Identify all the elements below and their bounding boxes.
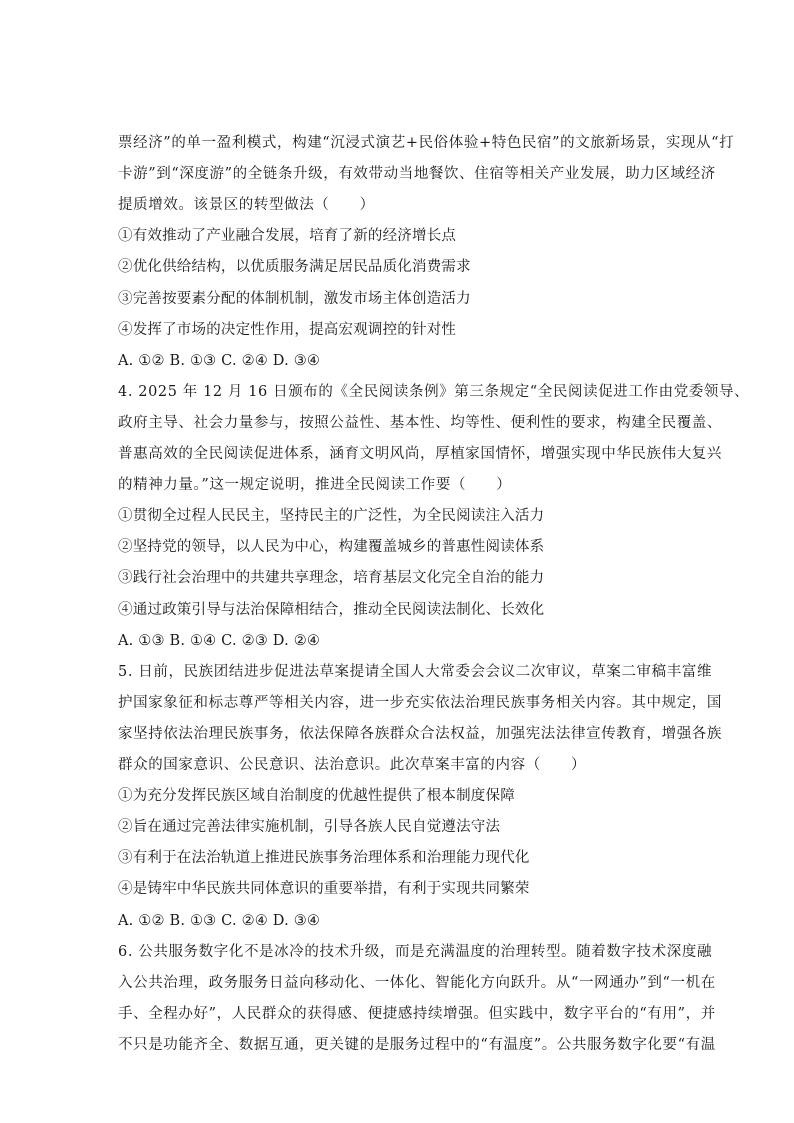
paragraph-line: 提质增效。该景区的转型做法（ ） (118, 197, 375, 214)
paragraph-line: 卡游”到“深度游”的全链条升级，有效带动当地餐饮、住宿等相关产业发展，助力区域经济 (118, 166, 716, 183)
option-line: ④通过政策引导与法治保障相结合，推动全民阅读法制化、长效化 (118, 601, 545, 618)
paragraph-line: 护国家象征和标志尊严等相关内容，进一步充实依法治理民族事务相关内容。其中规定，国 (118, 694, 722, 711)
paragraph-line: 不只是功能齐全、数据互通，更关键的是服务过程中的“有温度”。公共服务数字化要“有温 (118, 1036, 716, 1053)
paragraph-line: 普惠高效的全民阅读促进体系，涵育文明风尚，厚植家国情怀，增强实现中华民族伟大复兴 (118, 446, 722, 462)
option-line: ①有效推动了产业融合发展，培育了新的经济增长点 (118, 228, 457, 245)
option-line: ②坚持党的领导，以人民为中心，构建覆盖城乡的普惠性阅读体系 (118, 539, 545, 556)
option-line: ③有利于在法治轨道上推进民族事务治理体系和治理能力现代化 (118, 850, 530, 867)
answer-choices-line: A. ①② B. ①③ C. ②④ D. ③④ (118, 352, 321, 369)
paragraph-line: 5. 日前，民族团结进步促进法草案提请全国人大常委会会议二次审议，草案二审稿丰富维 (118, 663, 713, 680)
paragraph-line: 的精神力量。”这一规定说明，推进全民阅读工作要（ ） (118, 477, 512, 494)
paragraph-line: 6. 公共服务数字化不是冰冷的技术升级，而是充满温度的治理转型。随着数字技术深度融 (118, 943, 713, 960)
option-line: ①贯彻全过程人民民主，坚持民主的广泛性，为全民阅读注入活力 (118, 508, 545, 525)
option-line: ④是铸牢中华民族共同体意识的重要举措，有利于实现共同繁荣 (118, 881, 530, 898)
paragraph-line: 票经济”的单一盈利模式，构建“沉浸式演艺+民俗体验+特色民宿”的文旅新场景，实现从“打 (118, 135, 735, 151)
option-line: ③践行社会治理中的共建共享理念，培育基层文化完全自治的能力 (118, 570, 545, 587)
paragraph-line: 政府主导、社会力量参与，按照公益性、基本性、均等性、便利性的要求，构建全民覆盖、 (118, 414, 722, 431)
answer-choices-line: A. ①③ B. ①④ C. ②③ D. ②④ (118, 632, 321, 649)
paragraph-line: 手、全程办好”，人民群众的获得感、便捷感持续增强。但实践中，数字平台的“有用”，并 (118, 1005, 716, 1022)
option-line: ②旨在通过完善法律实施机制，引导各族人民自觉遵法守法 (118, 819, 501, 836)
answer-choices-line: A. ①② B. ①③ C. ②④ D. ③④ (118, 912, 321, 929)
paragraph-line: 4. 2025 年 12 月 16 日颁布的《全民阅读条例》第三条规定“全民阅读促进工作由党委领导、 (118, 383, 750, 400)
paragraph-line: 家坚持依法治理民族事务，依法保障各族群众合法权益，加强宪法法律宣传教育，增强各族 (118, 725, 722, 742)
option-line: ④发挥了市场的决定性作用，提高宏观调控的针对性 (118, 321, 457, 338)
paragraph-line: 入公共治理，政务服务日益向移动化、一体化、智能化方向跃升。从“一网通办”到“一机在 (118, 974, 716, 991)
option-line: ①为充分发挥民族区域自治制度的优越性提供了根本制度保障 (118, 788, 515, 805)
option-line: ②优化供给结构，以优质服务满足居民品质化消费需求 (118, 259, 471, 276)
paragraph-line: 群众的国家意识、公民意识、法治意识。此次草案丰富的内容（ ） (118, 757, 587, 773)
option-line: ③完善按要素分配的体制机制，激发市场主体创造活力 (118, 290, 471, 307)
